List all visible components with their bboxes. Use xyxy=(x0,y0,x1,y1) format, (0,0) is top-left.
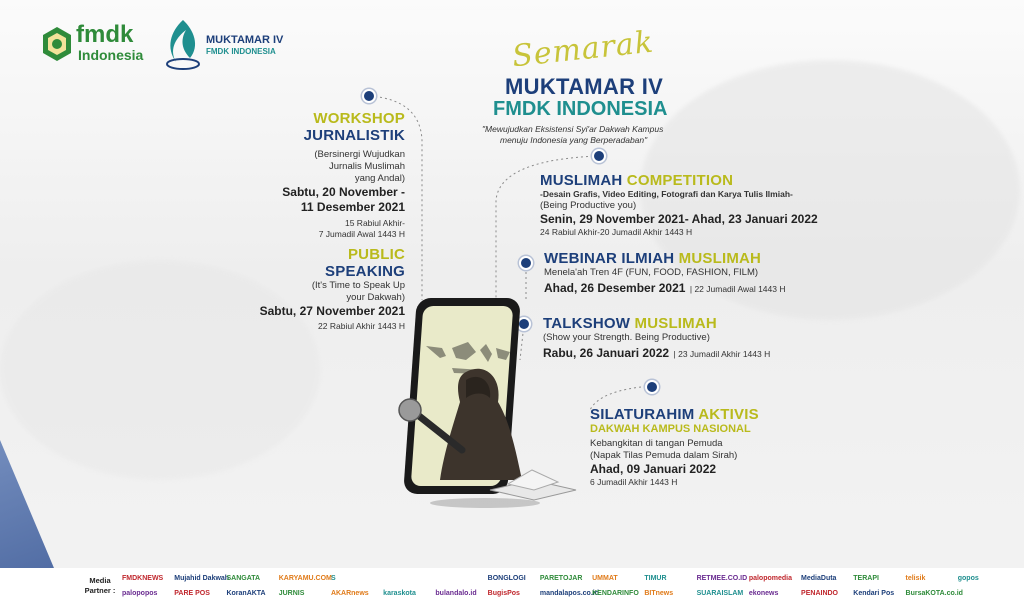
event-date: Rabu, 26 Januari 2022 xyxy=(543,346,670,360)
timeline-dot xyxy=(645,380,659,394)
partner-logo: PENAINDO xyxy=(801,590,838,597)
event-desc: (Napak Tilas Pemuda dalam Sirah) xyxy=(590,450,738,461)
event-hijri: 22 Rabiul Akhir 1443 H xyxy=(318,321,405,331)
partner-logo: telisik xyxy=(905,575,926,582)
partner-logo: mandalapos.co.id xyxy=(539,590,599,597)
event-title: COMPETITION xyxy=(626,172,734,189)
partner-logo: BONGLOGI xyxy=(487,575,526,582)
event-hijri: 6 Jumadil Akhir 1443 H xyxy=(590,477,678,487)
partner-logo: TERAPI xyxy=(853,575,879,582)
partner-logo: MediaDuta xyxy=(801,575,837,582)
event-date: Sabtu, 27 November 2021 xyxy=(259,304,405,318)
muktamar-logo-title: MUKTAMAR IV xyxy=(206,34,284,46)
partner-logo: JURNIS xyxy=(278,590,305,597)
event-date: 11 Desember 2021 xyxy=(300,200,405,214)
media-partner-label-line: Media xyxy=(89,576,111,585)
event-webinar-ilmiah xyxy=(544,250,834,297)
partner-logo: bulandalo.id xyxy=(435,590,477,597)
partner-logo: PARE POS xyxy=(174,590,210,597)
event-sub: DAKWAH KAMPUS NASIONAL xyxy=(590,423,751,435)
event-desc: (It's Time to Speak Up xyxy=(311,280,405,291)
event-title: SILATURAHIM xyxy=(590,406,699,423)
muktamar-logo-sub: FMDK INDONESIA xyxy=(206,47,276,56)
partner-logo: SANGATA xyxy=(226,575,261,582)
event-title: WORKSHOP xyxy=(313,110,405,127)
partner-logo: AKARnews xyxy=(330,590,369,597)
partner-logo: palopomedia xyxy=(748,575,792,582)
partner-logo: TIMUR xyxy=(644,575,667,582)
event-title: AKTIVIS xyxy=(698,406,759,423)
event-workshop-jurnalistik xyxy=(240,110,405,240)
hero-tagline-line2: menuju Indonesia yang Berperadaban" xyxy=(500,135,648,145)
event-hijri: | 23 Jumadil Akhir 1443 H xyxy=(673,349,771,359)
event-title: MUSLIMAH xyxy=(540,172,627,189)
event-date: Sabtu, 20 November - xyxy=(282,185,405,199)
event-hijri: 24 Rabiul Akhir-20 Jumadil Akhir 1443 H xyxy=(540,227,693,237)
partner-logo: Kendari Pos xyxy=(853,590,895,597)
partner-logo: RETMEE.CO.ID xyxy=(696,575,748,582)
hero-script-title: Semarak xyxy=(510,24,656,75)
fmdk-logo-sub: Indonesia xyxy=(78,47,144,63)
timeline-dot xyxy=(362,89,376,103)
partner-logo: UMMAT xyxy=(592,575,618,582)
partner-logo: KARYAMU.COM xyxy=(278,575,332,582)
partner-logo: gopos xyxy=(957,575,979,582)
event-title: TALKSHOW xyxy=(543,315,635,332)
fmdk-logo-text: fmdk xyxy=(76,21,134,48)
timeline-dot xyxy=(592,149,606,163)
event-desc: your Dakwah) xyxy=(346,292,405,303)
event-talkshow xyxy=(543,315,833,362)
timeline-dot xyxy=(519,256,533,270)
microphone-icon xyxy=(396,398,466,458)
partner-logo: PARETOJAR xyxy=(539,575,583,582)
event-sub: -Desain Grafis, Video Editing, Fotografi dan Karya Tulis Ilmiah- xyxy=(540,189,793,199)
event-desc: Menela'ah Tren 4F (FUN, FOOD, FASHION, FILM) xyxy=(544,267,759,278)
event-desc: yang Andal) xyxy=(354,173,405,184)
media-partner-label xyxy=(80,576,120,596)
event-title: MUSLIMAH xyxy=(634,315,717,332)
partner-logo: Mujahid Dakwah xyxy=(174,575,230,582)
event-public-speaking xyxy=(240,246,405,332)
partner-logo: FMDKNEWS xyxy=(122,575,164,582)
event-desc: Kebangkitan di tangan Pemuda xyxy=(590,438,723,449)
partner-logo: KoranAKTA xyxy=(226,590,266,597)
hero-tagline-line1: "Mewujudkan Eksistensi Syi'ar Dakwah Kampus xyxy=(482,124,664,134)
partner-logo: S xyxy=(330,575,336,582)
event-title: MUSLIMAH xyxy=(678,250,762,267)
event-desc: (Show your Strength. Being Productive) xyxy=(543,332,710,343)
event-hijri: 7 Jumadil Awal 1443 H xyxy=(318,229,405,239)
event-hijri: | 22 Jumadil Awal 1443 H xyxy=(689,284,786,294)
event-title: JURNALISTIK xyxy=(303,127,405,144)
hero-title-line1: MUKTAMAR IV xyxy=(505,74,664,99)
event-title: WEBINAR ILMIAH xyxy=(544,250,679,267)
partner-logo: BITnews xyxy=(644,590,674,597)
partner-logo: karaskota xyxy=(383,590,416,597)
event-title: SPEAKING xyxy=(325,263,405,280)
partner-logo: KENDARINFO xyxy=(592,590,639,597)
event-desc: (Bersinergi Wujudkan xyxy=(314,149,405,160)
partner-logo: SUARAISLAM xyxy=(696,590,744,597)
media-partner-bar xyxy=(0,568,1024,606)
partner-logo: BursaKOTA.co.id xyxy=(905,590,963,597)
media-partner-label-line: Partner : xyxy=(84,586,116,595)
event-silaturahim xyxy=(590,406,830,488)
hero-title-line2: FMDK INDONESIA xyxy=(493,98,668,120)
event-date: Senin, 29 November 2021- Ahad, 23 Januari 2022 xyxy=(540,212,818,226)
book-icon xyxy=(488,460,578,500)
event-desc: Jurnalis Muslimah xyxy=(328,161,405,172)
partner-logo: ekonews xyxy=(748,590,779,597)
event-date: Ahad, 26 Desember 2021 xyxy=(544,281,686,295)
partner-logo: BugisPos xyxy=(487,590,520,597)
event-muslimah-competition xyxy=(540,172,830,238)
partner-logo: palopopos xyxy=(122,590,158,597)
event-date: Ahad, 09 Januari 2022 xyxy=(590,462,717,476)
event-hijri: 15 Rabiul Akhir- xyxy=(344,218,405,228)
event-title: PUBLIC xyxy=(347,246,405,263)
event-desc: (Being Productive you) xyxy=(540,200,637,211)
